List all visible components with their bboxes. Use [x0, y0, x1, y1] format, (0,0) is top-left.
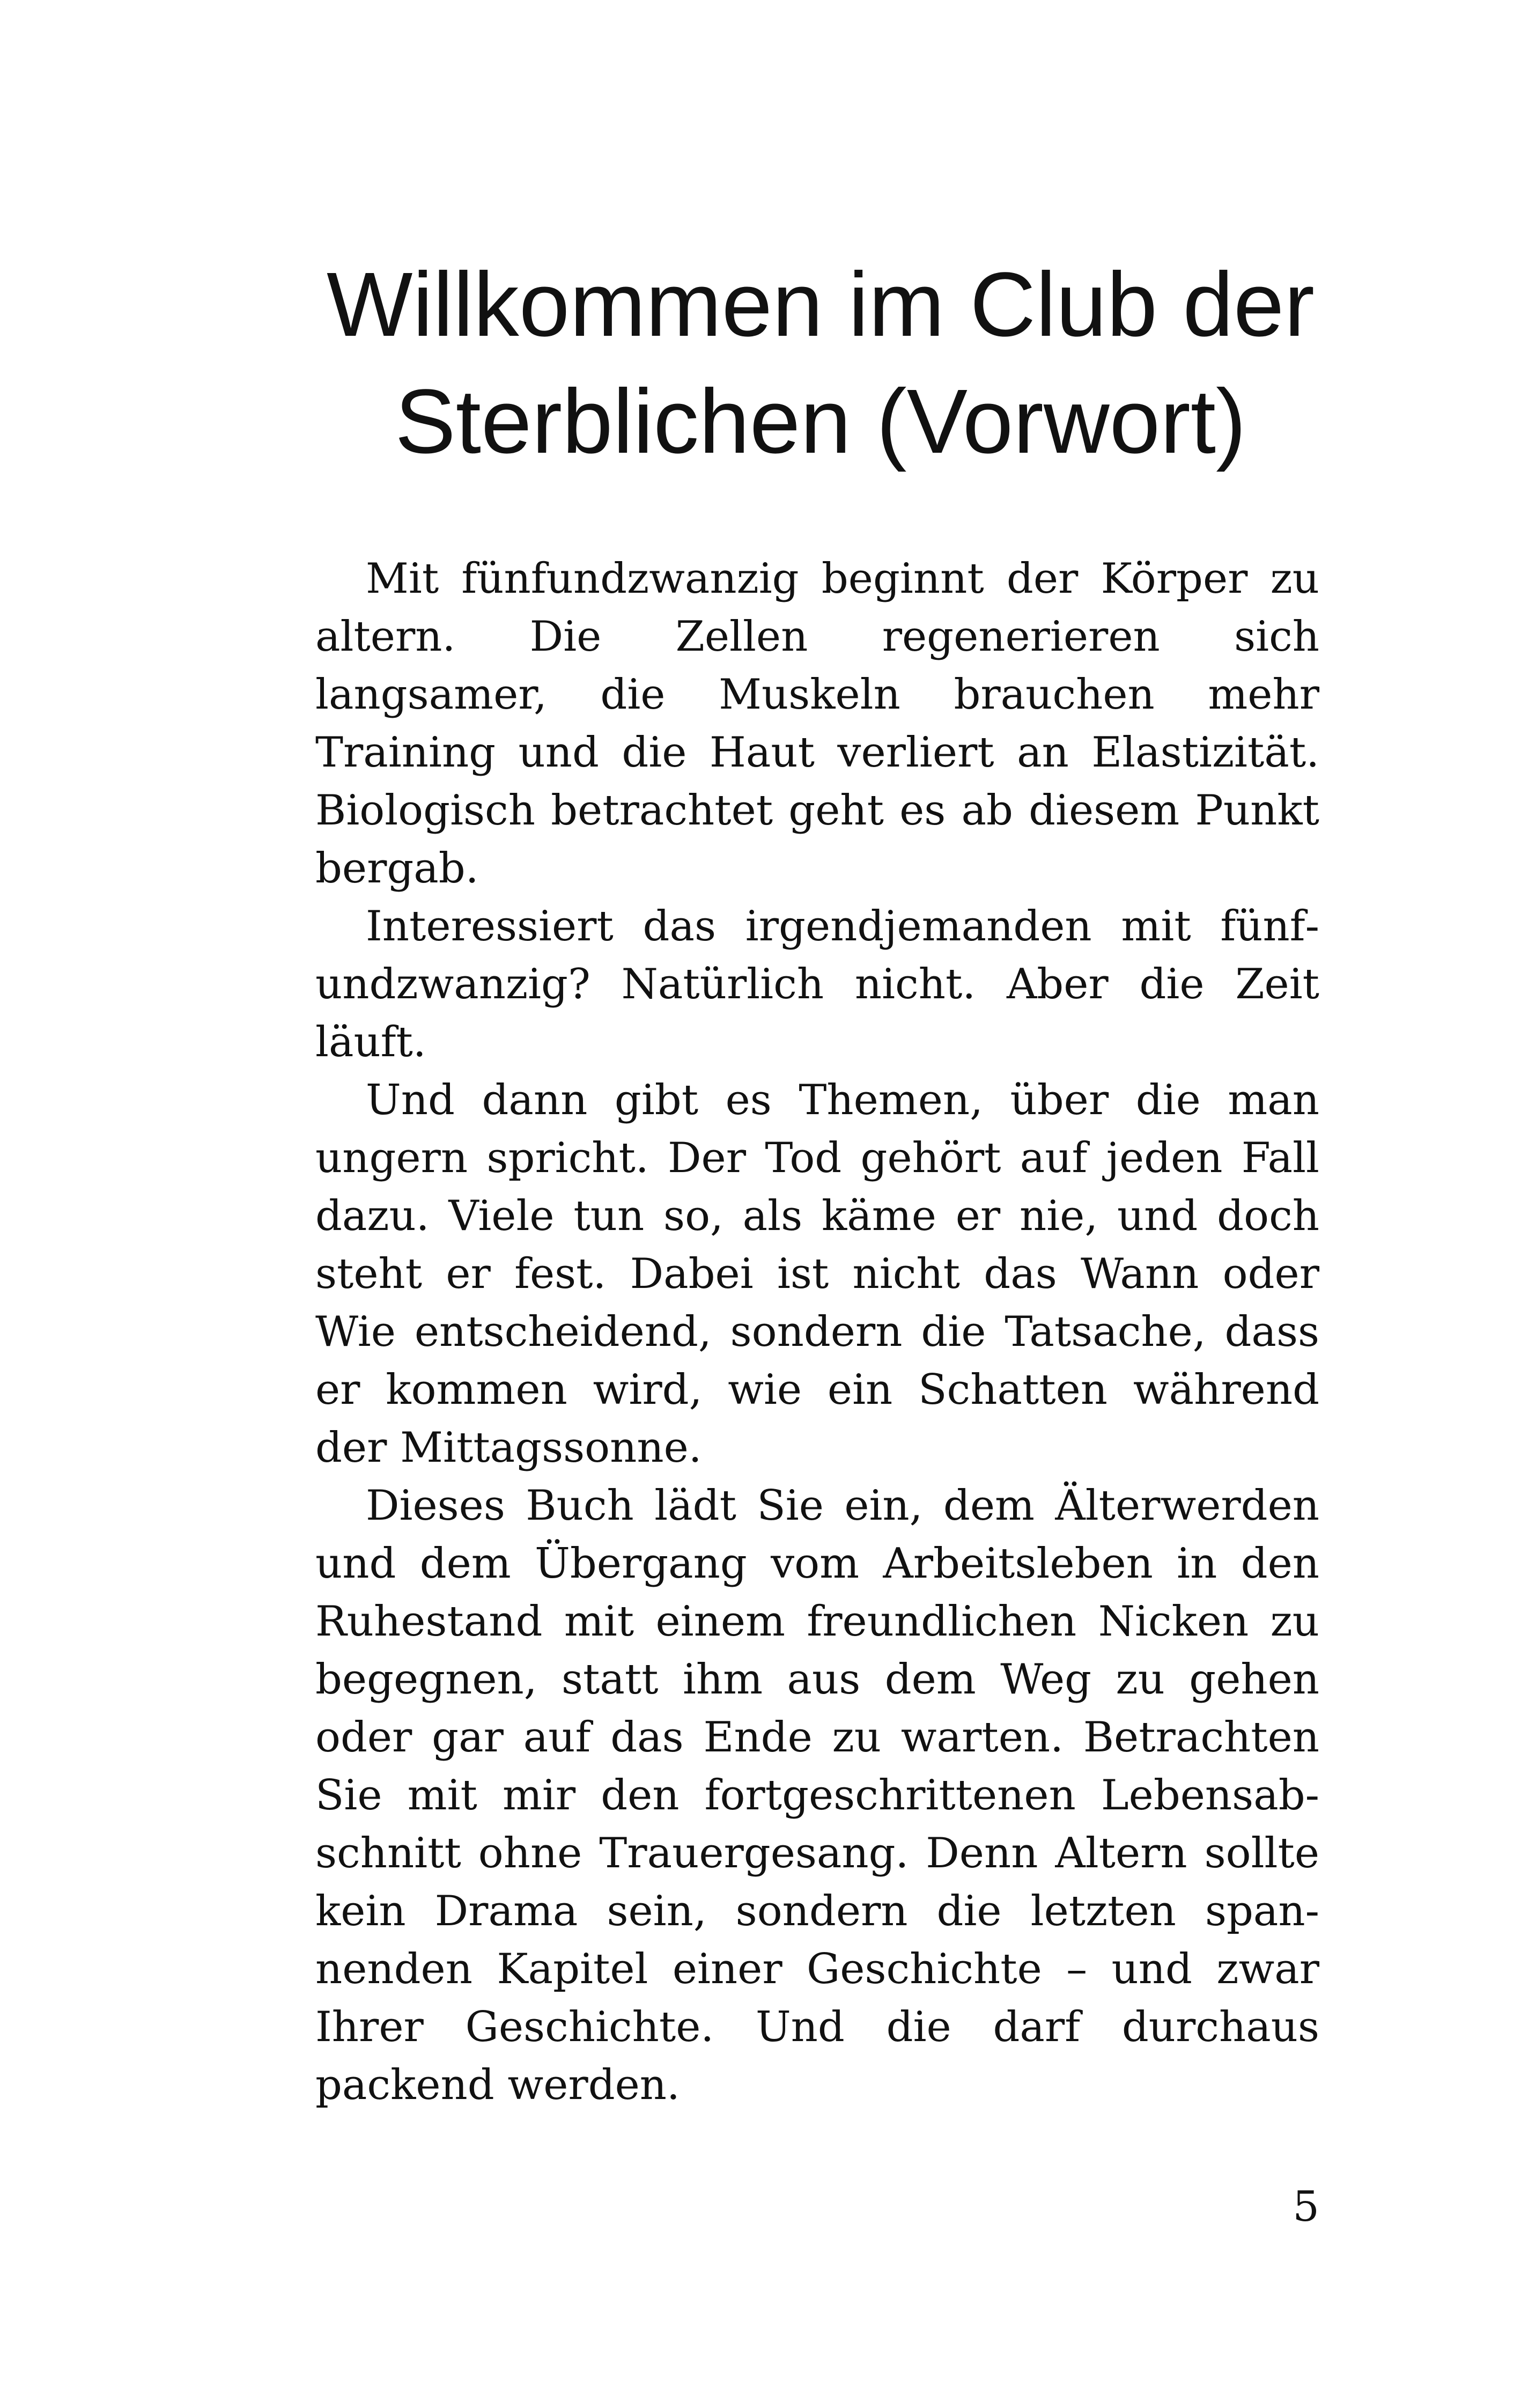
body-text — [315, 550, 1319, 2114]
chapter-title-line-2: Sterblichen (Vorwort) — [395, 370, 1246, 473]
paragraph-3: Und dann gibt es Themen, über die man ungern spricht. Der Tod gehört auf jeden Fall dazu. Viele tun so, als käme er nie, und doch steht er fest. Dabei ist nicht das Wann oder Wie entscheidend, sondern die Tatsache, dass er kommen wird, wie ein Schatten während der Mittagssonne. — [315, 1076, 1319, 1472]
page-number: 5 — [1293, 2183, 1319, 2231]
paragraph-4: Dieses Buch lädt Sie ein, dem Älterwerden und dem Übergang vom Arbeitsleben in den Ruhestand mit einem freundlichen Nicken zu begegnen, statt ihm aus dem Weg zu gehen oder gar auf das Ende zu warten. Betrachten Sie mit mir den fortgeschrittenen Lebensabschnitt ohne Trauergesang. Denn Altern sollte kein Drama sein, sondern die letzten spannenden Kapitel einer Geschichte – und zwar Ihrer Geschichte. Und die darf durchaus packend werden. — [315, 1482, 1319, 2109]
chapter-title — [300, 247, 1341, 480]
paragraph-2: Interessiert das irgendjemanden mit fünfundzwanzig? Natürlich nicht. Aber die Zeit läuft. — [315, 902, 1319, 1066]
paragraph-1: Mit fünfundzwanzig beginnt der Körper zu altern. Die Zellen regenerieren sich langsamer, die Muskeln brauchen mehr Training und die Haut verliert an Elastizität. Biologisch betrachtet geht es ab diesem Punkt bergab. — [315, 555, 1319, 893]
chapter-title-line-1: Willkommen im Club der — [326, 254, 1315, 356]
